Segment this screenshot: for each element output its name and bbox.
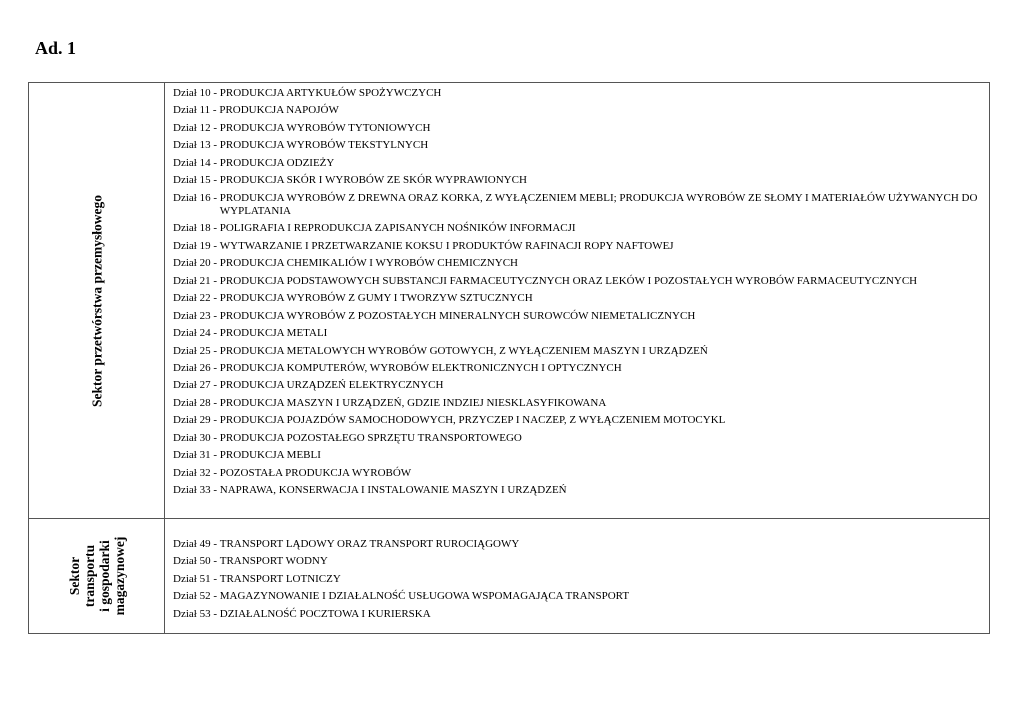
division-code: Dział 13: [173, 139, 211, 152]
sector-label-cell: [29, 519, 165, 634]
division-code: Dział 21: [173, 274, 211, 287]
division-separator: -: [210, 309, 220, 322]
division-item: [173, 192, 981, 218]
division-name: PRODUKCJA SKÓR I WYROBÓW ZE SKÓR WYPRAWIONYCH: [219, 174, 527, 187]
division-separator: -: [210, 257, 220, 270]
division-item: [173, 590, 981, 603]
division-name: PRODUKCJA ODZIEŻY: [219, 156, 335, 169]
division-name: PRODUKCJA WYROBÓW TEKSTYLNYCH: [219, 139, 429, 152]
division-name: WYTWARZANIE I PRZETWARZANIE KOKSU I PRODUKTÓW RAFINACJI ROPY NAFTOWEJ: [219, 239, 674, 252]
division-code: Dział 23: [173, 309, 211, 322]
sector-label-line: i gospodarki: [96, 540, 112, 612]
division-item: [173, 608, 981, 621]
division-name: POZOSTAŁA PRODUKCJA WYROBÓW: [219, 466, 412, 479]
division-name: PRODUKCJA POJAZDÓW SAMOCHODOWYCH, PRZYCZEP I NACZEP, Z WYŁĄCZENIEM MOTOCYKL: [219, 414, 726, 427]
division-separator: -: [210, 555, 220, 568]
division-name: MAGAZYNOWANIE I DZIAŁALNOŚĆ USŁUGOWA WSPOMAGAJĄCA TRANSPORT: [219, 590, 630, 603]
division-name: PRODUKCJA MASZYN I URZĄDZEŃ, GDZIE INDZIEJ NIESKLASYFIKOWANA: [219, 396, 607, 409]
division-code: Dział 27: [173, 379, 211, 392]
division-item: [173, 139, 981, 152]
sector-label-line: Sektor: [66, 556, 82, 596]
division-item: [173, 157, 981, 170]
division-item: [173, 449, 981, 462]
division-name: POLIGRAFIA I REPRODUKCJA ZAPISANYCH NOŚNIKÓW INFORMACJI: [219, 222, 576, 235]
division-name: PRODUKCJA KOMPUTERÓW, WYROBÓW ELEKTRONICZNYCH I OPTYCZNYCH: [219, 362, 622, 374]
division-separator: -: [210, 396, 220, 409]
division-item: [173, 240, 981, 253]
division-separator: -: [210, 379, 220, 392]
division-name: DZIAŁALNOŚĆ POCZTOWA I KURIERSKA: [219, 607, 431, 620]
division-separator: -: [210, 156, 220, 169]
division-name: PRODUKCJA WYROBÓW Z POZOSTAŁYCH MINERALNYCH SUROWCÓW NIEMETALICZNYCH: [219, 309, 696, 322]
division-separator: -: [210, 431, 220, 444]
division-separator: -: [210, 292, 220, 305]
division-name: PRODUKCJA NAPOJÓW: [219, 104, 339, 117]
sector-label: [89, 195, 104, 407]
division-item: [173, 538, 981, 551]
division-item: [173, 379, 981, 392]
division-list: [165, 83, 990, 519]
division-code: Dział 22: [173, 292, 211, 305]
division-separator: -: [210, 466, 220, 479]
division-name: PRODUKCJA CHEMIKALIÓW I WYROBÓW CHEMICZNYCH: [219, 257, 518, 270]
division-name: PRODUKCJA WYROBÓW Z DREWNA ORAZ KORKA, Z WYŁĄCZENIEM MEBLI; PRODUKCJA WYROBÓW ZE SŁOMY I MATERIAŁÓW UŻYWANYCH DO WYPLATANIA: [219, 191, 978, 217]
division-separator: -: [210, 327, 220, 340]
division-name: TRANSPORT LOTNICZY: [219, 572, 341, 585]
division-code: Dział 49: [173, 538, 211, 550]
division-separator: -: [210, 484, 220, 497]
division-code: Dział 28: [173, 396, 211, 409]
division-code: Dział 15: [173, 174, 211, 187]
division-separator: -: [210, 449, 220, 462]
division-name: PRODUKCJA MEBLI: [219, 449, 321, 462]
division-separator: -: [210, 174, 220, 187]
division-separator: -: [210, 538, 220, 550]
division-separator: -: [210, 239, 220, 252]
division-code: Dział 29: [173, 414, 211, 427]
division-name: TRANSPORT LĄDOWY ORAZ TRANSPORT RUROCIĄGOWY: [219, 538, 520, 550]
division-separator: -: [210, 104, 220, 117]
division-item: [173, 104, 981, 117]
division-code: Dział 31: [173, 449, 211, 462]
division-item: [173, 292, 981, 305]
sector-label-cell: [29, 83, 165, 519]
division-item: [173, 122, 981, 135]
division-item: [173, 484, 981, 497]
division-code: Dział 10: [173, 87, 211, 99]
division-code: Dział 32: [173, 466, 211, 479]
division-item: [173, 222, 981, 235]
division-code: Dział 16: [173, 191, 211, 204]
division-code: Dział 24: [173, 327, 211, 340]
division-item: [173, 362, 981, 375]
division-item: [173, 87, 981, 100]
division-separator: -: [210, 590, 220, 603]
division-code: Dział 52: [173, 590, 211, 603]
division-item: [173, 174, 981, 187]
sector-label-line: transportu: [81, 544, 97, 608]
division-item: [173, 432, 981, 445]
division-item: [173, 327, 981, 340]
division-name: PRODUKCJA METALI: [219, 327, 328, 340]
sector-row-manufacturing: [29, 83, 990, 519]
division-code: Dział 30: [173, 431, 211, 444]
division-code: Dział 12: [173, 121, 211, 134]
division-separator: -: [210, 222, 220, 235]
division-separator: -: [210, 414, 220, 427]
division-separator: -: [210, 344, 220, 357]
division-code: Dział 14: [173, 156, 211, 169]
division-item: [173, 345, 981, 358]
division-code: Dział 18: [173, 222, 211, 235]
division-code: Dział 50: [173, 555, 211, 568]
division-item: [173, 467, 981, 480]
division-name: PRODUKCJA WYROBÓW TYTONIOWYCH: [219, 121, 431, 134]
division-item: [173, 275, 981, 288]
division-name: PRODUKCJA PODSTAWOWYCH SUBSTANCJI FARMACEUTYCZNYCH ORAZ LEKÓW I POZOSTAŁYCH WYROBÓW FARMACEUTYCZNYCH: [219, 274, 918, 287]
division-name: NAPRAWA, KONSERWACJA I INSTALOWANIE MASZYN I URZĄDZEŃ: [219, 484, 567, 497]
sector-label-line: magazynowej: [111, 536, 127, 616]
page-heading: Ad. 1: [35, 38, 77, 58]
division-name: PRODUKCJA ARTYKUŁÓW SPOŻYWCZYCH: [219, 87, 442, 99]
division-item: [173, 414, 981, 427]
division-separator: -: [210, 121, 220, 134]
division-list: [165, 519, 990, 634]
division-code: Dział 26: [173, 362, 211, 374]
division-item: [173, 555, 981, 568]
division-separator: -: [210, 607, 220, 620]
sector-label-line: Sektor przetwórstwa przemysłowego: [89, 194, 104, 407]
division-separator: -: [210, 362, 220, 374]
sector-row-transport: [29, 519, 990, 634]
sector-label: [67, 537, 127, 616]
division-name: PRODUKCJA METALOWYCH WYROBÓW GOTOWYCH, Z WYŁĄCZENIEM MASZYN I URZĄDZEŃ: [219, 344, 708, 357]
division-separator: -: [210, 191, 220, 204]
division-code: Dział 19: [173, 239, 211, 252]
division-name: PRODUKCJA WYROBÓW Z GUMY I TWORZYW SZTUCZNYCH: [219, 292, 533, 305]
division-name: PRODUKCJA POZOSTAŁEGO SPRZĘTU TRANSPORTOWEGO: [219, 431, 522, 444]
division-code: Dział 51: [173, 572, 211, 585]
division-item: [173, 573, 981, 586]
division-name: TRANSPORT WODNY: [219, 555, 328, 568]
division-separator: -: [210, 274, 220, 287]
division-separator: -: [210, 87, 220, 99]
division-code: Dział 25: [173, 344, 211, 357]
division-code: Dział 20: [173, 257, 211, 270]
division-item: [173, 310, 981, 323]
division-separator: -: [210, 139, 220, 152]
division-separator: -: [210, 572, 220, 585]
sector-table: [28, 82, 990, 634]
division-code: Dział 11: [173, 104, 211, 117]
division-code: Dział 33: [173, 484, 211, 497]
division-item: [173, 397, 981, 410]
division-item: [173, 257, 981, 270]
division-name: PRODUKCJA URZĄDZEŃ ELEKTRYCZNYCH: [219, 379, 444, 392]
division-code: Dział 53: [173, 607, 211, 620]
